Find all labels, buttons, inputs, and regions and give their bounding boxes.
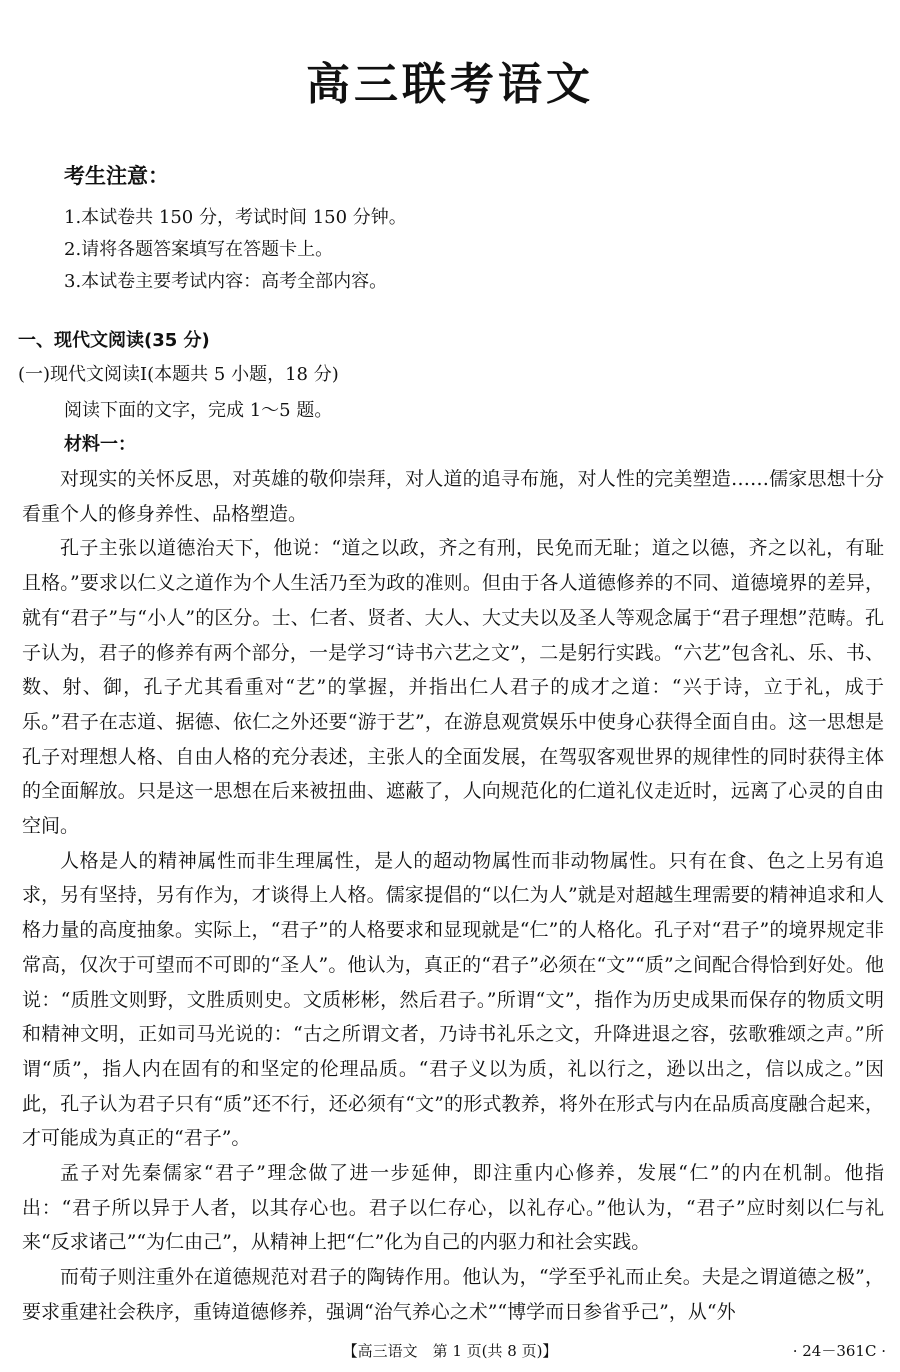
passage-paragraph: 对现实的关怀反思，对英雄的敬仰崇拜，对人道的追寻布施，对人性的完美塑造……儒家思想十分看重个人的修身养性、品格塑造。	[22, 468, 884, 525]
reading-instruction: 阅读下面的文字，完成 1～5 题。	[64, 400, 333, 421]
passage-paragraph: 人格是人的精神属性而非生理属性，是人的超动物属性而非动物属性。只有在食、色之上另有追求，另有坚持，另有作为，才谈得上人格。儒家提倡的“以仁为人”就是对超越生理需要的精神追求和人格力量的高度抽象。实际上，“君子”的人格要求和显现就是“仁”的人格化。孔子对“君子”的境界规定非常高，仅次于可望而不可即的“圣人”。他认为，真正的“君子”必须在“文”“质”之间配合得恰到好处。他说：“质胜文则野，文胜质则史。文质彬彬，然后君子。”所谓“文”，指作为历史成果而保存的物质文明和精神文明，正如司马光说的：“古之所谓文者，乃诗书礼乐之文，升降进退之容，弦歌雅颂之声。”所谓“质”，指人内在固有的和坚定的伦理品质。“君子义以为质，礼以行之，逊以出之，信以成之。”因此，孔子认为君子只有“质”还不行，还必须有“文”的形式教养，将外在形式与内在品质高度融合起来，才可能成为真正的“君子”。	[22, 849, 884, 1150]
exam-code: · 24－361C ·	[792, 1342, 886, 1360]
notice-item: 3.本试卷主要考试内容：高考全部内容。	[64, 271, 388, 292]
passage-paragraph: 孔子主张以道德治天下，他说：“道之以政，齐之有刑，民免而无耻；道之以德，齐之以礼，有耻且格。”要求以仁义之道作为个人生活乃至为政的准则。但由于各人道德修养的不同、道德境界的差异，就有“君子”与“小人”的区分。士、仁者、贤者、大人、大丈夫以及圣人等观念属于“君子理想”范畴。孔子认为，君子的修养有两个部分，一是学习“诗书六艺之文”，二是躬行实践。“六艺”包含礼、乐、书、数、射、御，孔子尤其看重对“艺”的掌握，并指出仁人君子的成才之道：“兴于诗，立于礼，成于乐。”君子在志道、据德、依仁之外还要“游于艺”，在游息观赏娱乐中使身心获得全面自由。这一思想是孔子对理想人格、自由人格的充分表述，主张人的全面发展，在驾驭客观世界的规律性的同时获得主体的全面解放。只是这一思想在后来被扭曲、遮蔽了，人向规范化的仁道礼仪走近时，远离了心灵的自由空间。	[22, 537, 884, 838]
section-heading: 一、现代文阅读(35 分)	[18, 330, 210, 351]
passage-paragraph: 孟子对先秦儒家“君子”理念做了进一步延伸，即注重内心修养，发展“仁”的内在机制。他指出：“君子所以异于人者，以其存心也。君子以仁存心，以礼存心。”他认为，“君子”应时刻以仁与礼来“反求诸己”“为仁由己”，从精神上把“仁”化为自己的内驱力和社会实践。	[22, 1162, 884, 1254]
notice-item: 2.请将各题答案填写在答题卡上。	[64, 239, 334, 260]
passage-paragraph: 而荀子则注重外在道德规范对君子的陶铸作用。他认为，“学至乎礼而止矣。夫是之谓道德之极”，要求重建社会秩序，重铸道德修养，强调“治气养心之术”“博学而日参省乎己”，从“外	[22, 1266, 884, 1323]
notice-block	[64, 160, 407, 298]
exam-title: 高三联考语文	[306, 59, 594, 110]
subsection-heading: (一)现代文阅读Ⅰ(本题共 5 小题，18 分)	[18, 364, 339, 385]
notice-item: 1.本试卷共 150 分，考试时间 150 分钟。	[64, 207, 407, 228]
material-label: 材料一：	[64, 434, 136, 455]
page-footer: 【高三语文 第 1 页(共 8 页)】	[342, 1342, 558, 1360]
passage	[22, 462, 884, 1330]
notice-heading: 考生注意：	[64, 164, 169, 188]
